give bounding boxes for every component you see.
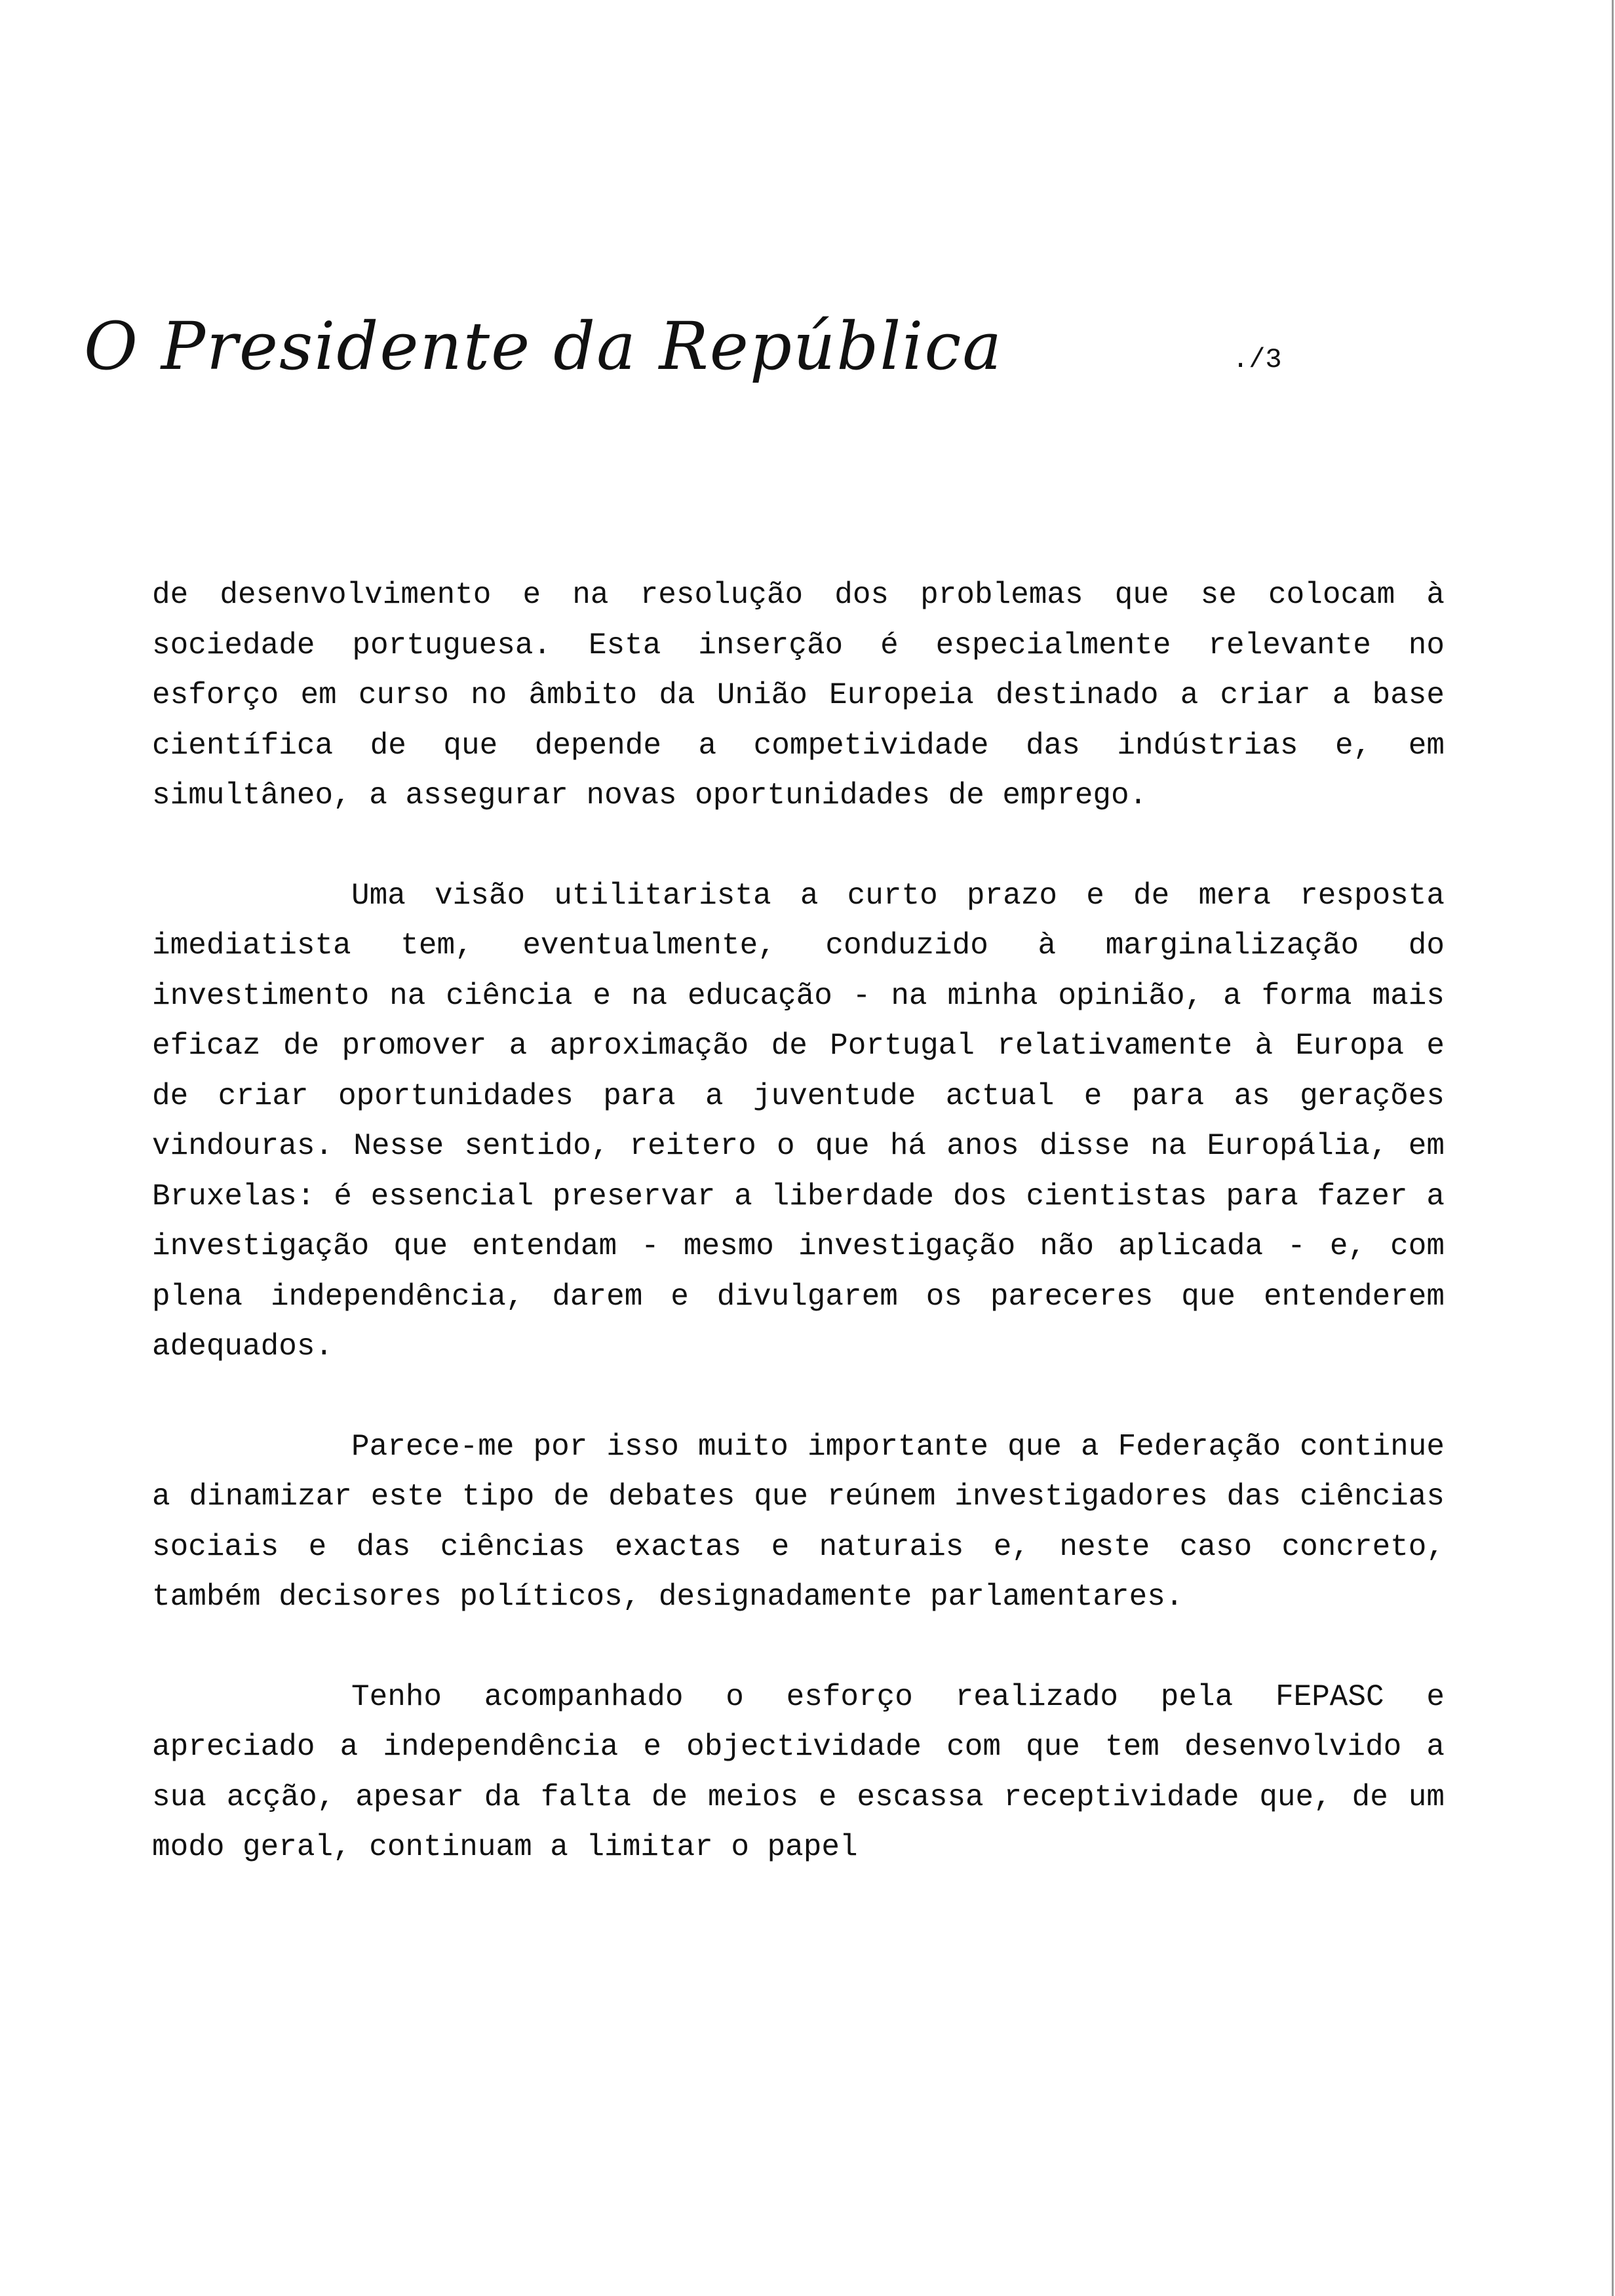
paragraph-4: Tenho acompanhado o esforço realizado pela FEPASC e apreciado a independência e objectividade com que tem desenvolvido a sua acção, apesar da falta de meios e escassa receptividade que, de um modo geral, continuam a limitar o papel: [152, 1679, 1445, 1864]
paragraph-2: Uma visão utilitarista a curto prazo e de mera resposta imediatista tem, eventualmente, conduzido à marginalização do investimento na ciência e na educação - na minha opinião, a forma mais eficaz de promover a aproximação de Portugal relativamente à Europa e de criar oportunidades para a juventude actual e para as gerações vindouras. Nesse sentido, reitero o que há anos disse na Europália, em Bruxelas: é essencial preservar a liberdade dos cientistas para fazer a investigação que entendam - mesmo investigação não aplicada - e, com plena independência, darem e divulgarem os pareceres que entenderem adequados.: [152, 878, 1445, 1364]
page-number: ./3: [1232, 344, 1282, 375]
document-body: [152, 570, 1445, 1923]
page-edge: [1612, 0, 1614, 2296]
paragraph-3: Parece-me por isso muito importante que a Federação continue a dinamizar este tipo de debates que reúnem investigadores das ciências sociais e das ciências exactas e naturais e, neste caso concreto, também decisores políticos, designadamente parlamentares.: [152, 1429, 1445, 1614]
paragraph-1: de desenvolvimento e na resolução dos problemas que se colocam à sociedade portuguesa. Esta inserção é especialmente relevante no esforço em curso no âmbito da União Europeia destinado a criar a base científica de que depende a competividade das indústrias e, em simultâneo, a assegurar novas oportunidades de emprego.: [152, 578, 1445, 813]
letterhead-title: O Presidente da República: [84, 308, 1003, 385]
